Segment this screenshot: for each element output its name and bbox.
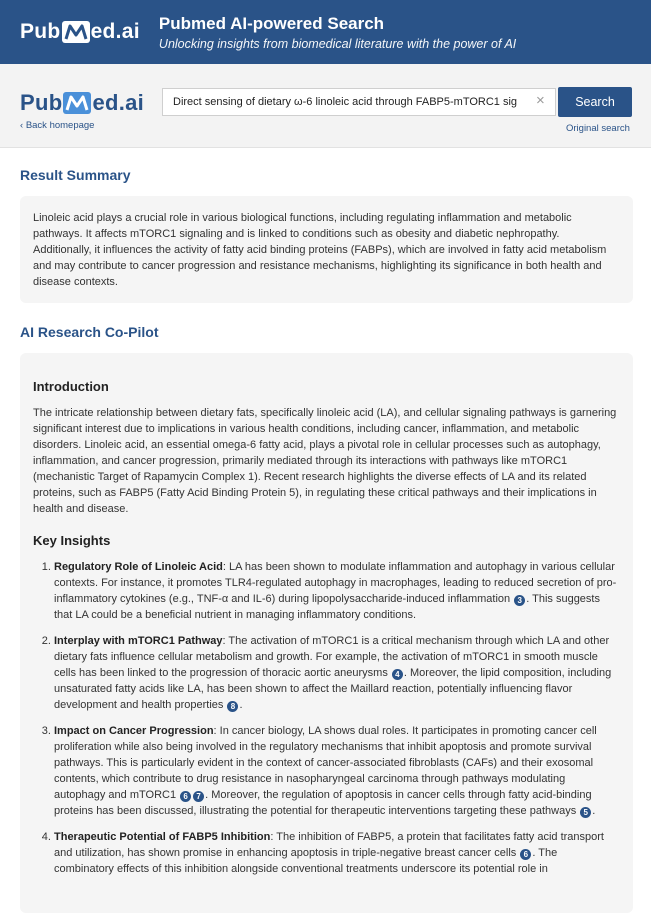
- insight-text: . Moreover, the regulation of apoptosis in cancer cells through fatty acid-binding proteins has been discussed, illustrating the potential for therapeutic interventions targeting these pathways: [54, 789, 592, 817]
- insight-text: . This suggests that LA could be a beneficial nutrient in managing inflammatory conditions.: [54, 593, 600, 621]
- citation-badge[interactable]: 5: [580, 807, 591, 818]
- insight-title: Impact on Cancer Progression: [54, 725, 214, 737]
- introduction-text: The intricate relationship between dietary fats, specifically linoleic acid (LA), and cellular signaling pathways is garnering significant interest due to implications in various health conditions, including cancer, inflammation, and metabolic disorders. Linoleic acid, an essential omega-6 fatty acid, plays a pivotal role in cellular processes such as autophagy, inflammation, and cancer progression, primarily mediated through its interactions with pathways like mTORC1 (mechanistic Target of Rapamycin Complex 1). Recent research highlights the diverse effects of LA and its related proteins, such as FABP5 (Fatty Acid Binding Protein 5), in regulating these critical pathways and their implications in health and disease.: [33, 407, 617, 515]
- insight-text: .: [592, 805, 596, 817]
- introduction-heading: Introduction: [33, 379, 109, 394]
- insight-text: . Moreover, the lipid composition, including unsaturated fatty acids like LA, has been shown to affect the Maillard reaction, potentially influencing flavor development and health properties: [54, 667, 612, 711]
- back-homepage-label: Back homepage: [25, 120, 95, 131]
- logo-m-icon: [62, 21, 90, 43]
- co-pilot-card: [20, 353, 633, 913]
- search-input[interactable]: Direct sensing of dietary ω-6 linoleic acid through FABP5-mTORC1 sig: [162, 88, 556, 116]
- logo-text-left: Pub: [20, 90, 63, 115]
- citation-badge[interactable]: 3: [514, 595, 525, 606]
- search-logo[interactable]: [20, 90, 144, 116]
- list-item: [54, 633, 619, 713]
- logo-m-icon: [63, 92, 91, 114]
- pubmed-ai-logo[interactable]: [20, 20, 140, 44]
- insight-title: Therapeutic Potential of FABP5 Inhibition: [54, 831, 271, 843]
- insight-text: : The inhibition of FABP5, a protein that facilitates fatty acid transport and utilization, has shown promise in enhancing apoptosis in triple-negative breast cancer cells: [54, 831, 604, 859]
- citation-badge[interactable]: 7: [193, 791, 204, 802]
- citation-badge[interactable]: 6: [520, 849, 531, 860]
- list-item: [54, 829, 619, 877]
- insight-title: Regulatory Role of Linoleic Acid: [54, 561, 223, 573]
- header-title: Pubmed AI-powered Search: [158, 13, 385, 33]
- result-summary-text: Linoleic acid plays a crucial role in various biological functions, including regulating inflammation and metabolic pathways. It affects mTORC1 signaling and is linked to conditions such as obesity and diabetic nephropathy. Additionally, it influences the activity of fatty acid binding proteins (FABPs), which are involved in fatty acid metabolism and may contribute to cancer progression and resistance mechanisms, highlighting its significance in both health and disease contexts.: [33, 212, 607, 288]
- search-bar: [0, 64, 651, 148]
- key-insights-heading: Key Insights: [33, 533, 111, 548]
- insight-text: : In cancer biology, LA shows dual roles. It participates in promoting cancer cell proliferation while also being involved in the regulatory mechanisms that inhibit apoptosis and promote survival pathways. This is particularly evident in the context of cancer-associated fibroblasts (CAFs) and their exosomal contents, which contribute to drug resistance in nasopharyngeal carcinoma through pathways modulating autophagy and mTORC1: [54, 725, 597, 801]
- insight-title: Interplay with mTORC1 Pathway: [54, 635, 223, 647]
- header-titles: [159, 14, 516, 51]
- insight-text: . The combinatory effects of this inhibition alongside conventional treatments underscore its potential role in: [54, 847, 558, 875]
- chevron-left-icon: ‹: [20, 120, 24, 131]
- original-search-link[interactable]: Original search: [566, 123, 630, 134]
- co-pilot-heading: AI Research Co-Pilot: [20, 324, 159, 340]
- result-summary-card: [20, 196, 633, 303]
- logo-text-right: ed.ai: [92, 90, 145, 115]
- top-header-bar: [0, 0, 651, 64]
- list-item: [54, 559, 619, 623]
- header-subtitle: Unlocking insights from biomedical literature with the power of AI: [158, 36, 517, 51]
- co-pilot-content: [20, 353, 633, 877]
- key-insights-list: [33, 559, 619, 877]
- list-item: [54, 723, 619, 819]
- insight-text: : LA has been shown to modulate inflammation and autophagy in various cellular contexts. For instance, it promotes TLR4-regulated autophagy in macrophages, leading to reduced secretion of pro-inflammatory cytokines (e.g., TNF-α and IL-6) during lipopolysaccharide-induced inflammation: [54, 561, 617, 605]
- search-button[interactable]: Search: [558, 87, 632, 117]
- insight-text: : The activation of mTORC1 is a critical mechanism through which LA and other dietary fats influence cellular metabolism and growth. For example, the activation of mTORC1 in smooth muscle cells has been linked to the progression of thoracic aortic aneurysms: [54, 635, 610, 679]
- logo-text-left: Pub: [20, 20, 61, 43]
- insight-text: .: [239, 699, 243, 711]
- clear-icon[interactable]: ×: [536, 92, 545, 109]
- result-summary-heading: Result Summary: [20, 167, 131, 183]
- citation-badge[interactable]: 6: [180, 791, 191, 802]
- citation-badge[interactable]: 8: [227, 701, 238, 712]
- logo-text-right: ed.ai: [90, 20, 140, 43]
- citation-badge[interactable]: 4: [392, 669, 403, 680]
- back-homepage-link[interactable]: [20, 120, 94, 131]
